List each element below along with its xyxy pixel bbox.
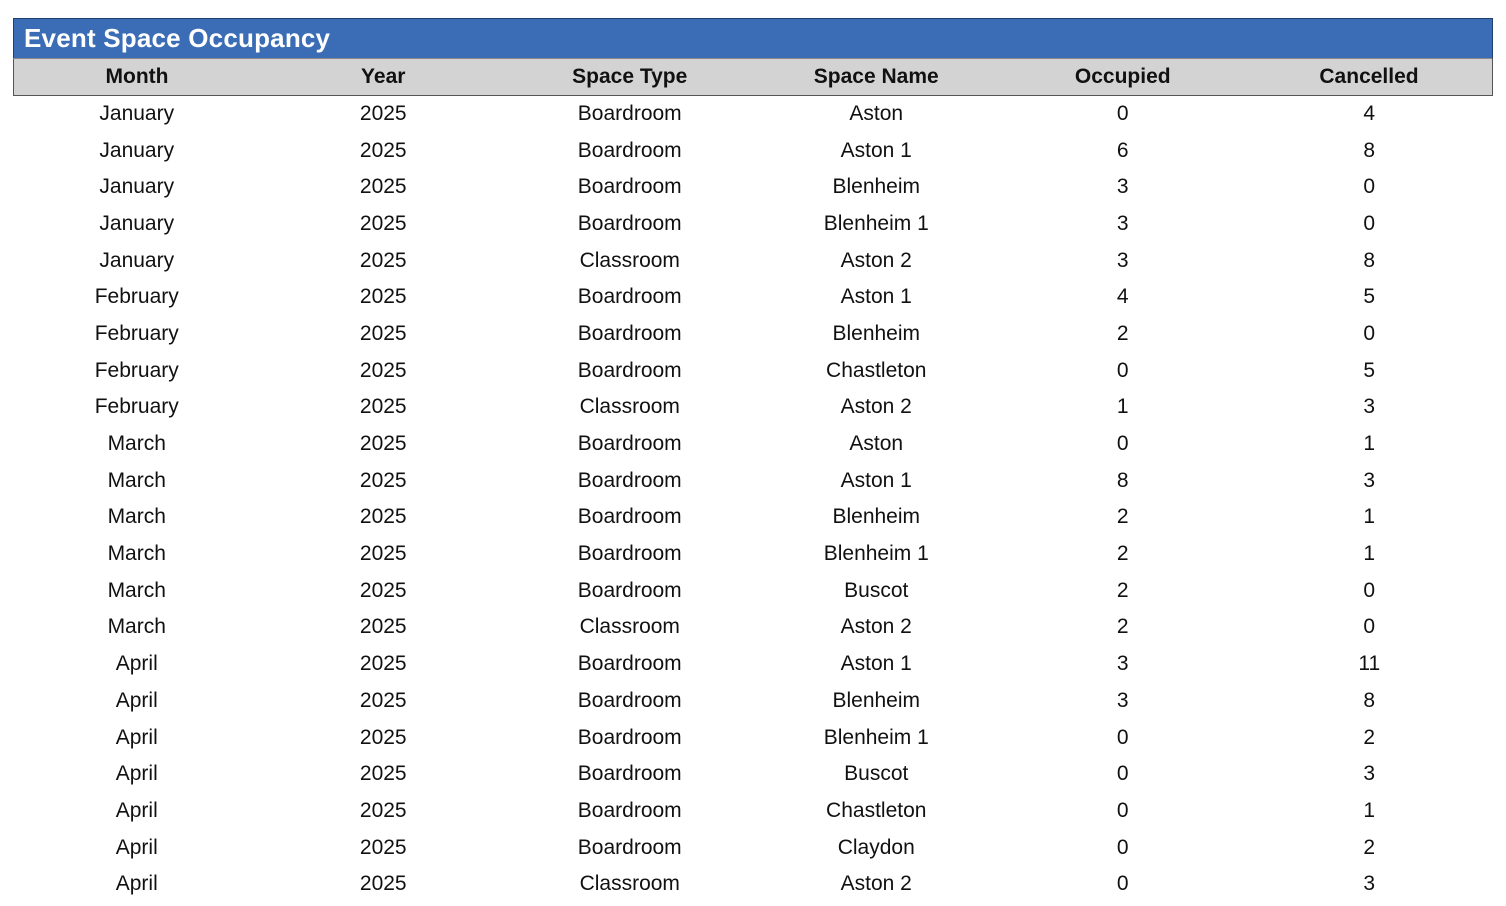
table-row	[14, 536, 1493, 573]
year-cell[interactable]: 2025	[359, 175, 407, 199]
year-cell[interactable]: 2025	[359, 615, 407, 639]
space-type-cell[interactable]: Boardroom	[577, 762, 682, 786]
space-type-cell[interactable]: Boardroom	[577, 211, 682, 235]
space-name-cell[interactable]: Aston 1	[840, 285, 912, 309]
space-name-cell[interactable]: Blenheim	[832, 505, 921, 529]
month-cell[interactable]: February	[94, 358, 179, 382]
cancelled-cell[interactable]: 11	[1358, 652, 1381, 676]
space-name-cell[interactable]: Blenheim 1	[823, 542, 929, 566]
occupied-cell[interactable]: 0	[1116, 835, 1129, 859]
year-cell[interactable]: 2025	[359, 578, 407, 602]
occupied-cell[interactable]: 3	[1116, 211, 1129, 235]
cancelled-cell[interactable]: 0	[1363, 175, 1376, 199]
month-cell[interactable]: February	[94, 321, 179, 345]
month-cell[interactable]: January	[99, 211, 175, 235]
year-cell[interactable]: 2025	[359, 211, 407, 235]
year-cell[interactable]: 2025	[359, 432, 407, 456]
occupied-cell[interactable]: 0	[1116, 725, 1129, 749]
month-cell[interactable]: March	[107, 578, 166, 602]
cancelled-cell[interactable]: 4	[1363, 102, 1376, 126]
table-row	[14, 132, 1493, 169]
occupied-cell[interactable]: 3	[1116, 652, 1129, 676]
space-type-cell[interactable]: Classroom	[579, 872, 680, 896]
space-type-cell[interactable]: Boardroom	[577, 542, 682, 566]
occupied-cell[interactable]: 0	[1116, 872, 1129, 896]
table-row	[14, 866, 1493, 903]
space-type-cell[interactable]: Boardroom	[577, 138, 682, 162]
column-header-space-name[interactable]: Space Name	[753, 59, 1000, 96]
table-row	[14, 169, 1493, 206]
occupied-cell[interactable]: 1	[1116, 395, 1129, 419]
month-cell[interactable]: March	[107, 432, 166, 456]
space-name-cell[interactable]: Aston 2	[840, 615, 912, 639]
month-cell[interactable]: April	[115, 652, 158, 676]
table-row	[14, 719, 1493, 756]
cancelled-cell[interactable]: 8	[1363, 138, 1376, 162]
space-type-cell[interactable]: Boardroom	[577, 798, 682, 822]
table-row	[14, 572, 1493, 609]
year-cell[interactable]: 2025	[359, 725, 407, 749]
occupied-cell[interactable]: 3	[1116, 248, 1129, 272]
year-cell[interactable]: 2025	[359, 285, 407, 309]
year-cell[interactable]: 2025	[359, 652, 407, 676]
year-cell[interactable]: 2025	[359, 762, 407, 786]
column-header-occupied[interactable]: Occupied	[1000, 59, 1247, 96]
table-body	[14, 96, 1493, 903]
year-cell[interactable]: 2025	[359, 468, 407, 492]
year-cell[interactable]: 2025	[359, 102, 407, 126]
month-cell[interactable]: January	[99, 248, 175, 272]
cancelled-cell[interactable]: 3	[1363, 395, 1376, 419]
space-type-cell[interactable]: Classroom	[579, 395, 680, 419]
space-name-cell[interactable]: Aston	[849, 432, 904, 456]
table-row	[14, 389, 1493, 426]
space-name-cell[interactable]: Chastleton	[826, 798, 927, 822]
occupied-cell[interactable]: 4	[1116, 285, 1129, 309]
space-type-cell[interactable]: Boardroom	[577, 578, 682, 602]
space-name-cell[interactable]: Blenheim 1	[823, 725, 929, 749]
space-name-cell[interactable]: Chastleton	[826, 358, 927, 382]
table-row	[14, 316, 1493, 353]
occupied-cell[interactable]: 2	[1116, 505, 1129, 529]
month-cell[interactable]: January	[99, 138, 175, 162]
space-type-cell[interactable]: Boardroom	[577, 432, 682, 456]
occupied-cell[interactable]: 0	[1116, 762, 1129, 786]
month-cell[interactable]: February	[94, 285, 179, 309]
cancelled-cell[interactable]: 3	[1363, 762, 1376, 786]
year-cell[interactable]: 2025	[359, 798, 407, 822]
year-cell[interactable]: 2025	[359, 138, 407, 162]
space-type-cell[interactable]: Boardroom	[577, 688, 682, 712]
table-row	[14, 352, 1493, 389]
month-cell[interactable]: April	[115, 872, 158, 896]
space-name-cell[interactable]: Buscot	[844, 578, 909, 602]
space-name-cell[interactable]: Blenheim	[832, 688, 921, 712]
space-type-cell[interactable]: Boardroom	[577, 321, 682, 345]
occupied-cell[interactable]: 2	[1116, 615, 1129, 639]
year-cell[interactable]: 2025	[359, 395, 407, 419]
year-cell[interactable]: 2025	[359, 505, 407, 529]
year-cell[interactable]: 2025	[359, 542, 407, 566]
cancelled-cell[interactable]: 0	[1363, 321, 1376, 345]
year-cell[interactable]: 2025	[359, 321, 407, 345]
space-name-cell[interactable]: Aston	[849, 102, 904, 126]
space-name-cell[interactable]: Blenheim 1	[823, 211, 929, 235]
space-name-cell[interactable]: Claydon	[837, 835, 915, 859]
month-cell[interactable]: April	[115, 762, 158, 786]
cancelled-cell[interactable]: 3	[1363, 468, 1376, 492]
column-header-cancelled[interactable]: Cancelled	[1246, 59, 1493, 96]
table-row	[14, 829, 1493, 866]
space-type-cell[interactable]: Boardroom	[577, 285, 682, 309]
space-type-cell[interactable]: Classroom	[579, 615, 680, 639]
year-cell[interactable]: 2025	[359, 248, 407, 272]
space-name-cell[interactable]: Aston 2	[840, 395, 912, 419]
space-type-cell[interactable]: Boardroom	[577, 468, 682, 492]
occupied-cell[interactable]: 8	[1116, 468, 1129, 492]
cancelled-cell[interactable]: 1	[1363, 798, 1376, 822]
cancelled-cell[interactable]: 0	[1363, 211, 1376, 235]
year-cell[interactable]: 2025	[359, 358, 407, 382]
occupied-cell[interactable]: 3	[1116, 175, 1129, 199]
month-cell[interactable]: April	[115, 688, 158, 712]
month-cell[interactable]: April	[115, 798, 158, 822]
cancelled-cell[interactable]: 8	[1363, 688, 1376, 712]
year-cell[interactable]: 2025	[359, 835, 407, 859]
space-type-cell[interactable]: Classroom	[579, 248, 680, 272]
space-name-cell[interactable]: Aston 1	[840, 468, 912, 492]
table-row	[14, 426, 1493, 463]
cancelled-cell[interactable]: 3	[1363, 872, 1376, 896]
occupied-cell[interactable]: 2	[1116, 321, 1129, 345]
occupancy-report	[13, 18, 1493, 903]
year-cell[interactable]: 2025	[359, 688, 407, 712]
cancelled-cell[interactable]: 1	[1363, 505, 1376, 529]
report-title: Event Space Occupancy	[24, 23, 331, 53]
space-name-cell[interactable]: Buscot	[844, 762, 909, 786]
title-bar	[13, 18, 1493, 58]
month-cell[interactable]: March	[107, 542, 166, 566]
occupied-cell[interactable]: 0	[1116, 102, 1129, 126]
space-name-cell[interactable]: Blenheim	[832, 321, 921, 345]
space-type-cell[interactable]: Boardroom	[577, 725, 682, 749]
space-type-cell[interactable]: Boardroom	[577, 652, 682, 676]
cancelled-cell[interactable]: 0	[1363, 615, 1376, 639]
occupied-cell[interactable]: 2	[1116, 578, 1129, 602]
space-name-cell[interactable]: Aston 1	[840, 138, 912, 162]
table-row	[14, 499, 1493, 536]
table-row	[14, 96, 1493, 133]
column-header-space-type[interactable]: Space Type	[507, 59, 754, 96]
cancelled-cell[interactable]: 2	[1363, 835, 1376, 859]
occupancy-table	[13, 58, 1493, 903]
cancelled-cell[interactable]: 5	[1363, 285, 1376, 309]
space-type-cell[interactable]: Boardroom	[577, 835, 682, 859]
occupied-cell[interactable]: 0	[1116, 432, 1129, 456]
table-row	[14, 279, 1493, 316]
table-row	[14, 206, 1493, 243]
occupied-cell[interactable]: 3	[1116, 688, 1129, 712]
space-type-cell[interactable]: Boardroom	[577, 102, 682, 126]
occupied-cell[interactable]: 0	[1116, 358, 1129, 382]
occupied-cell[interactable]: 2	[1116, 542, 1129, 566]
cancelled-cell[interactable]: 8	[1363, 248, 1376, 272]
month-cell[interactable]: January	[99, 175, 175, 199]
column-header-year[interactable]: Year	[260, 59, 507, 96]
table-row	[14, 683, 1493, 720]
table-row	[14, 462, 1493, 499]
table-row	[14, 609, 1493, 646]
table-row	[14, 646, 1493, 683]
month-cell[interactable]: March	[107, 468, 166, 492]
header-row	[14, 59, 1493, 96]
month-cell[interactable]: February	[94, 395, 179, 419]
month-cell[interactable]: March	[107, 505, 166, 529]
cancelled-cell[interactable]: 5	[1363, 358, 1376, 382]
occupied-cell[interactable]: 0	[1116, 798, 1129, 822]
cancelled-cell[interactable]: 1	[1363, 542, 1376, 566]
cancelled-cell[interactable]: 0	[1363, 578, 1376, 602]
space-type-cell[interactable]: Boardroom	[577, 175, 682, 199]
cancelled-cell[interactable]: 1	[1363, 432, 1376, 456]
year-cell[interactable]: 2025	[359, 872, 407, 896]
table-row	[14, 756, 1493, 793]
cancelled-cell[interactable]: 2	[1363, 725, 1376, 749]
space-name-cell[interactable]: Blenheim	[832, 175, 921, 199]
space-name-cell[interactable]: Aston 1	[840, 652, 912, 676]
space-name-cell[interactable]: Aston 2	[840, 248, 912, 272]
space-name-cell[interactable]: Aston 2	[840, 872, 912, 896]
table-row	[14, 793, 1493, 830]
month-cell[interactable]: January	[99, 102, 175, 126]
month-cell[interactable]: March	[107, 615, 166, 639]
month-cell[interactable]: April	[115, 725, 158, 749]
month-cell[interactable]: April	[115, 835, 158, 859]
space-type-cell[interactable]: Boardroom	[577, 358, 682, 382]
table-row	[14, 242, 1493, 279]
column-header-month[interactable]: Month	[14, 59, 261, 96]
space-type-cell[interactable]: Boardroom	[577, 505, 682, 529]
occupied-cell[interactable]: 6	[1116, 138, 1129, 162]
